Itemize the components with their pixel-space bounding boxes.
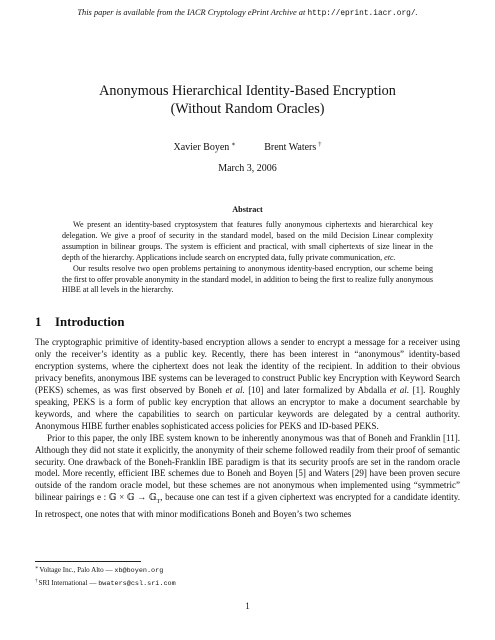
intro-p2-part-a: Prior to this paper, the only IBE system known to be inherently anonymous was that of Boneh and Franklin [11]. Although they did not state it explicitly, the anonymity of their scheme followed readily from their proof of semantic security. One drawback of the Boneh-Franklin IBE paradigm is that its security proofs are set in the random oracle model. More recently, efficient IBE schemes due to Boneh and Boyen [5] and Waters [29] have been proven secure outside of the random oracle model, but these schemes are not anonymous when implemented using “symmetric” bilinear pairings: [35, 432, 460, 503]
intro-paragraph-1: [35, 337, 460, 433]
intro-p1-part-c: [1]. Roughly speaking, PEKS is a form of public key encryption that allows an encryptor to make a document searchable by keywords, and where the capabilities to search on particular keywords are delegated by a central authority. Anonymous HIBE further enables sophisticated access policies for PEKS and ID-based PEKS.: [35, 384, 461, 431]
section-title: Introduction: [55, 315, 125, 329]
title-line-2: (Without Random Oracles): [170, 100, 325, 117]
abstract-paragraph-2: Our results resolve two open problems pertaining to anonymous identity-based encryption, our scheme being the first to offer provable anonymity in the standard model, in addition to being the first to realize fully anonymous HIBE at all levels in the hierarchy.: [62, 263, 433, 295]
footnote-1: [35, 564, 460, 577]
pairing-formula-text: e : 𝔾 × 𝔾 → 𝔾: [97, 492, 157, 503]
footnote-1-text: Voltage Inc., Palo Alto —: [39, 566, 115, 574]
eprint-header-note: [0, 8, 495, 18]
paper-date: March 3, 2006: [218, 163, 277, 174]
section-number: 1: [35, 315, 42, 329]
title-line-1: Anonymous Hierarchical Identity-Based Encryption: [99, 83, 396, 99]
footnote-rule: [35, 561, 141, 562]
abstract-heading: Abstract: [232, 205, 263, 214]
page-number: 1: [245, 601, 250, 611]
abstract-p1-text: We present an identity-based cryptosystem that features fully anonymous ciphertexts and hierarchical key delegation. We give a proof of security in the standard model, based on the mild Decision Linear complexity assumption in bilinear groups. The system is efficient and practical, with small ciphertexts of size linear in the depth of the hierarchy. Applications include search on encrypted data, fully private communication,: [62, 220, 433, 262]
intro-etal-1: et al.: [225, 384, 245, 395]
footnote-1-mark: ∗: [35, 566, 39, 571]
intro-p1-part-a: The cryptographic primitive of identity-based encryption allows a sender to encrypt a message for a receiver using only the receiver’s identity as a public key. Recently, there has been interest in “anonymous” identity-based encryption systems, where the ciphertext does not leak the identity of the recipient. In addition to their obvious privacy benefits, anonymous IBE systems can be leveraged to construct Public key Encryption with Keyword Search (PEKS) schemes, as was first observed by Boneh: [35, 337, 460, 395]
footnote-2: [35, 577, 460, 590]
footnote-2-mark: †: [35, 578, 38, 584]
paper-title: [0, 83, 495, 118]
pairing-formula-subscript: T: [156, 499, 161, 506]
header-note-end: .: [415, 8, 418, 17]
author-1: [173, 140, 235, 153]
header-note-text: This paper is available from the IACR Cryptology ePrint Archive at: [77, 8, 308, 17]
author-2: [264, 141, 321, 153]
footnote-2-text: SRI International —: [38, 578, 99, 587]
footnote-2-email[interactable]: bwaters@csl.sri.com: [98, 579, 176, 588]
introduction-body: [35, 337, 460, 521]
author-list: [0, 140, 495, 153]
author-2-name: Brent Waters: [264, 142, 317, 153]
intro-etal-2: et al.: [389, 384, 410, 395]
abstract-paragraph-1: [62, 220, 433, 264]
intro-p1-part-b: [10] and later formalized by Abdalla: [244, 384, 390, 395]
abstract-p1-etc: etc.: [384, 252, 396, 262]
abstract-body: [62, 220, 433, 296]
section-heading-introduction: [35, 315, 460, 330]
intro-p2-part-b: , because one can test if a given ciphertext was encrypted for a candidate identity. In retrospect, one notes that with minor modifications Boneh and Boyen’s two schemes: [35, 492, 460, 520]
author-2-mark: †: [318, 141, 322, 148]
author-1-name: Xavier Boyen: [173, 142, 230, 153]
footnotes: [35, 564, 460, 589]
pairing-formula: [97, 492, 161, 506]
intro-paragraph-2: [35, 433, 460, 521]
author-1-mark: ∗: [231, 141, 236, 148]
eprint-url-link[interactable]: http://eprint.iacr.org/: [307, 10, 416, 18]
footnote-1-email[interactable]: xb@boyen.org: [114, 567, 164, 575]
